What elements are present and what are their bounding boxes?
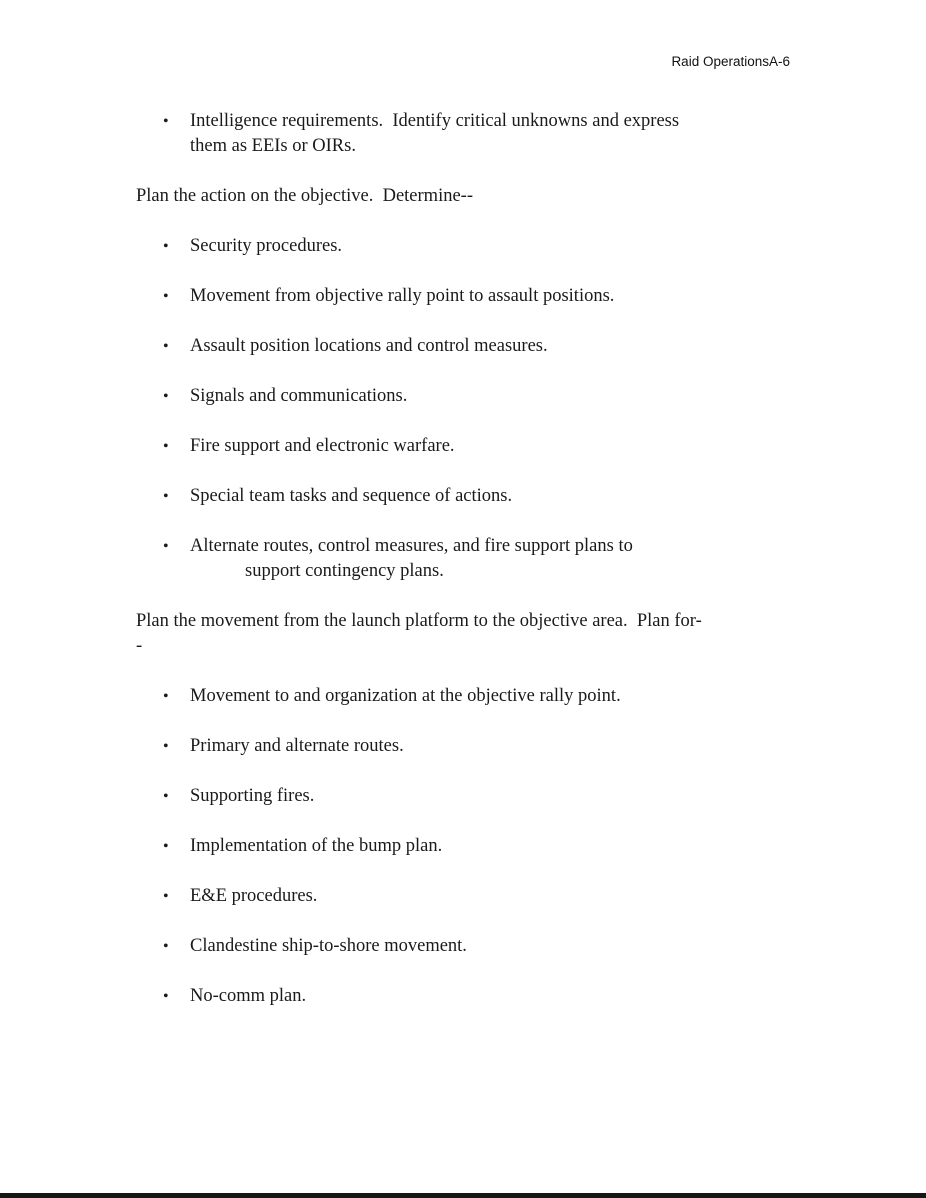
text-line: Movement to and organization at the objective rally point. <box>190 686 621 706</box>
bullet-item <box>136 434 806 459</box>
text-line: Alternate routes, control measures, and fire support plans to <box>190 536 633 556</box>
bullet-item <box>136 934 806 959</box>
bullet-text <box>190 884 806 909</box>
bullet-item <box>136 984 806 1009</box>
text-line: Supporting fires. <box>190 786 315 806</box>
text-line: Primary and alternate routes. <box>190 736 404 756</box>
paragraph <box>136 184 806 209</box>
bullet-item <box>136 684 806 709</box>
bullet-icon: • <box>163 388 169 405</box>
bullet-item <box>136 234 806 259</box>
text-line: them as EEIs or OIRs. <box>190 136 356 156</box>
bullet-text <box>190 434 806 459</box>
bullet-icon: • <box>163 938 169 955</box>
paragraph <box>136 609 806 659</box>
text-line: Security procedures. <box>190 236 343 256</box>
bullet-text <box>190 284 806 309</box>
bullet-icon: • <box>163 338 169 355</box>
page-header: Raid OperationsA-6 <box>671 54 790 69</box>
bullet-text <box>190 684 806 709</box>
text-line: Intelligence requirements. Identify critical unknowns and express <box>190 111 680 131</box>
bullet-icon: • <box>163 988 169 1005</box>
text-line: Clandestine ship-to-shore movement. <box>190 936 467 956</box>
bullet-icon: • <box>163 888 169 905</box>
bullet-item <box>136 784 806 809</box>
bullet-icon: • <box>163 113 169 130</box>
bullet-item <box>136 384 806 409</box>
text-line: Special team tasks and sequence of actions. <box>190 486 513 506</box>
bullet-icon: • <box>163 288 169 305</box>
bullet-item <box>136 284 806 309</box>
text-line: Plan the action on the objective. Determine-- <box>136 186 473 206</box>
bullet-text <box>190 484 806 509</box>
bullet-item <box>136 534 806 584</box>
text-line: support contingency plans. <box>245 561 444 581</box>
text-line: Fire support and electronic warfare. <box>190 436 455 456</box>
text-line: Signals and communications. <box>190 386 408 406</box>
bullet-icon: • <box>163 688 169 705</box>
bullet-icon: • <box>163 438 169 455</box>
bullet-text <box>190 109 806 159</box>
bullet-item <box>136 734 806 759</box>
text-line: - <box>136 636 143 656</box>
page-bottom-edge <box>0 1193 926 1198</box>
text-line: Implementation of the bump plan. <box>190 836 443 856</box>
bullet-icon: • <box>163 788 169 805</box>
bullet-icon: • <box>163 538 169 555</box>
bullet-item <box>136 334 806 359</box>
bullet-item <box>136 834 806 859</box>
bullet-text <box>190 934 806 959</box>
document-body <box>136 109 806 1034</box>
bullet-text <box>190 384 806 409</box>
bullet-text <box>190 234 806 259</box>
bullet-icon: • <box>163 238 169 255</box>
text-line: Assault position locations and control measures. <box>190 336 548 356</box>
bullet-text <box>190 334 806 359</box>
text-line: No-comm plan. <box>190 986 307 1006</box>
bullet-text <box>190 984 806 1009</box>
text-line: Movement from objective rally point to assault positions. <box>190 286 615 306</box>
bullet-text <box>190 534 806 584</box>
bullet-text <box>190 734 806 759</box>
bullet-icon: • <box>163 738 169 755</box>
bullet-item <box>136 484 806 509</box>
bullet-text <box>190 834 806 859</box>
text-line: Plan the movement from the launch platform to the objective area. Plan for- <box>136 611 702 631</box>
bullet-item <box>136 109 806 159</box>
text-line: E&E procedures. <box>190 886 318 906</box>
bullet-icon: • <box>163 488 169 505</box>
bullet-item <box>136 884 806 909</box>
bullet-text <box>190 784 806 809</box>
bullet-icon: • <box>163 838 169 855</box>
